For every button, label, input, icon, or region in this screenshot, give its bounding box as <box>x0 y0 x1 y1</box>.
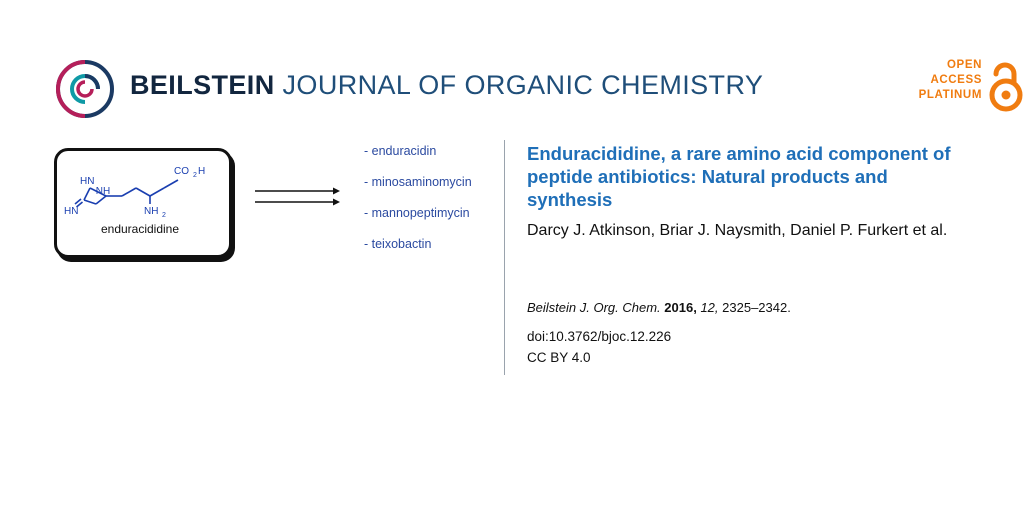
journal-title-bold: BEILSTEIN <box>130 70 275 100</box>
article-authors: Darcy J. Atkinson, Briar J. Naysmith, Daniel P. Furkert et al. <box>527 222 948 239</box>
citation-journal: Beilstein J. Org. Chem. <box>527 300 661 315</box>
list-item: - teixobactin <box>364 237 432 251</box>
double-reaction-arrow-icon <box>255 185 340 209</box>
citation-volume: 12, <box>700 300 719 315</box>
open-access-line2: ACCESS <box>930 74 982 86</box>
list-item: - mannopeptimycin <box>364 206 470 220</box>
svg-text:HN: HN <box>80 176 95 187</box>
article-doi[interactable]: doi:10.3762/bjoc.12.226 <box>527 329 672 344</box>
open-access-label <box>919 58 982 103</box>
article-license: CC BY 4.0 <box>527 350 591 365</box>
svg-text:2: 2 <box>193 172 197 179</box>
open-access-line3: PLATINUM <box>918 89 982 101</box>
article-citation <box>527 300 967 315</box>
scheme-caption: enduracididine <box>100 222 180 236</box>
svg-text:NH: NH <box>95 186 111 197</box>
svg-text:2: 2 <box>162 212 166 219</box>
journal-title <box>130 70 763 101</box>
open-lock-icon <box>988 60 1024 112</box>
product-list <box>364 144 504 268</box>
page-header <box>0 0 1024 140</box>
enduracididine-structure <box>62 152 222 222</box>
article-info <box>527 142 967 242</box>
journal-title-rest: JOURNAL OF ORGANIC CHEMISTRY <box>274 70 764 100</box>
vertical-divider <box>504 140 505 375</box>
list-item: - enduracidin <box>364 144 437 158</box>
svg-text:NH: NH <box>144 206 159 217</box>
svg-text:HN: HN <box>64 206 79 217</box>
svg-text:H: H <box>198 166 206 177</box>
citation-year: 2016, <box>664 300 697 315</box>
open-access-line1: OPEN <box>947 59 982 71</box>
beilstein-spiral-logo-icon <box>54 58 116 120</box>
citation-pages: 2325–2342. <box>722 300 791 315</box>
reaction-scheme <box>54 148 230 256</box>
svg-text:CO: CO <box>174 166 189 177</box>
article-title: Enduracididine, a rare amino acid component of peptide antibiotics: Natural products and synthesis <box>527 143 951 210</box>
list-item: - minosaminomycin <box>364 175 472 189</box>
